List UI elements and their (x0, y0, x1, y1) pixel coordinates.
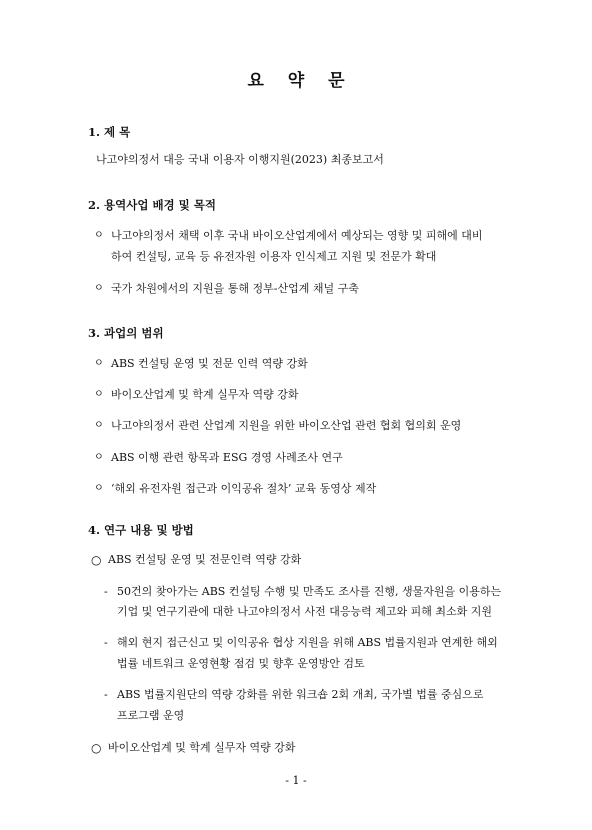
section-4-main-bullet: ○ (91, 553, 102, 567)
section-4-main-item-1: ABS 컨설팅 운영 및 전문인력 역량 강화 (108, 553, 302, 566)
section-4-heading: 4. 연구 내용 및 방법 (88, 523, 194, 537)
section-2-bullet: ㅇ (94, 283, 104, 294)
section-2-heading: 2. 용역사업 배경 및 목적 (88, 198, 216, 212)
section-3-item-1: ABS 컨설팅 운영 및 전문 인력 역량 강화 (111, 357, 308, 370)
document-title: 요 약 문 (247, 71, 354, 91)
section-4-sub-bullet: - (104, 688, 108, 701)
section-4-main-item-2: 바이오산업계 및 학계 실무자 역량 강화 (108, 741, 296, 754)
section-3-bullet: ㅇ (94, 452, 104, 463)
page-number: - 1 - (285, 774, 307, 787)
section-4-sub-3-line-1: ABS 법률지원단의 역량 강화를 위한 워크숍 2회 개최, 국가별 법률 중심으로 (117, 688, 484, 701)
section-3-item-2: 바이오산업계 및 학계 실무자 역량 강화 (111, 388, 299, 401)
section-4-sub-2-line-2: 법률 네트워크 운영현황 점검 및 향후 운영방안 검토 (117, 657, 365, 670)
section-4-main-bullet: ○ (91, 741, 102, 755)
section-3-bullet: ㅇ (94, 420, 104, 431)
section-3-bullet: ㅇ (94, 483, 104, 494)
section-4-sub-bullet: - (104, 636, 108, 649)
section-4-sub-bullet: - (104, 585, 108, 598)
section-3-item-4: ABS 이행 관련 항목과 ESG 경영 사례조사 연구 (111, 451, 343, 464)
section-2-bullet: ㅇ (94, 230, 104, 241)
section-4-sub-1-line-2: 기업 및 연구기관에 대한 나고야의정서 사전 대응능력 제고와 피해 최소화 지원 (117, 605, 492, 618)
section-2-item-1-line-2: 하여 컨설팅, 교육 등 유전자원 이용자 인식제고 지원 및 전문가 확대 (111, 250, 437, 263)
section-2-item-1-line-1: 나고야의정서 채택 이후 국내 바이오산업계에서 예상되는 영향 및 피해에 대비 (111, 229, 483, 242)
section-1-text: 나고야의정서 대응 국내 이용자 이행지원(2023) 최종보고서 (96, 153, 384, 166)
section-4-sub-2-line-1: 해외 현지 접근신고 및 이익공유 협상 지원을 위해 ABS 법률지원과 연계한 해외 (117, 636, 498, 649)
section-3-bullet: ㅇ (94, 389, 104, 400)
section-1-heading: 1. 제 목 (88, 125, 131, 139)
section-4-sub-1-line-1: 50건의 찾아가는 ABS 컨설팅 수행 및 만족도 조사를 진행, 생물자원을 이용하는 (117, 585, 502, 598)
section-2-item-2: 국가 차원에서의 지원을 통해 정부-산업계 채널 구축 (111, 282, 359, 295)
section-3-bullet: ㅇ (94, 358, 104, 369)
section-3-item-5: ‘해외 유전자원 접근과 이익공유 절차’ 교육 동영상 제작 (111, 482, 377, 495)
section-3-heading: 3. 과업의 범위 (88, 326, 164, 340)
section-4-sub-3-line-2: 프로그램 운영 (117, 709, 185, 722)
section-3-item-3: 나고야의정서 관련 산업계 지원을 위한 바이오산업 관련 협회 협의회 운영 (111, 419, 462, 432)
